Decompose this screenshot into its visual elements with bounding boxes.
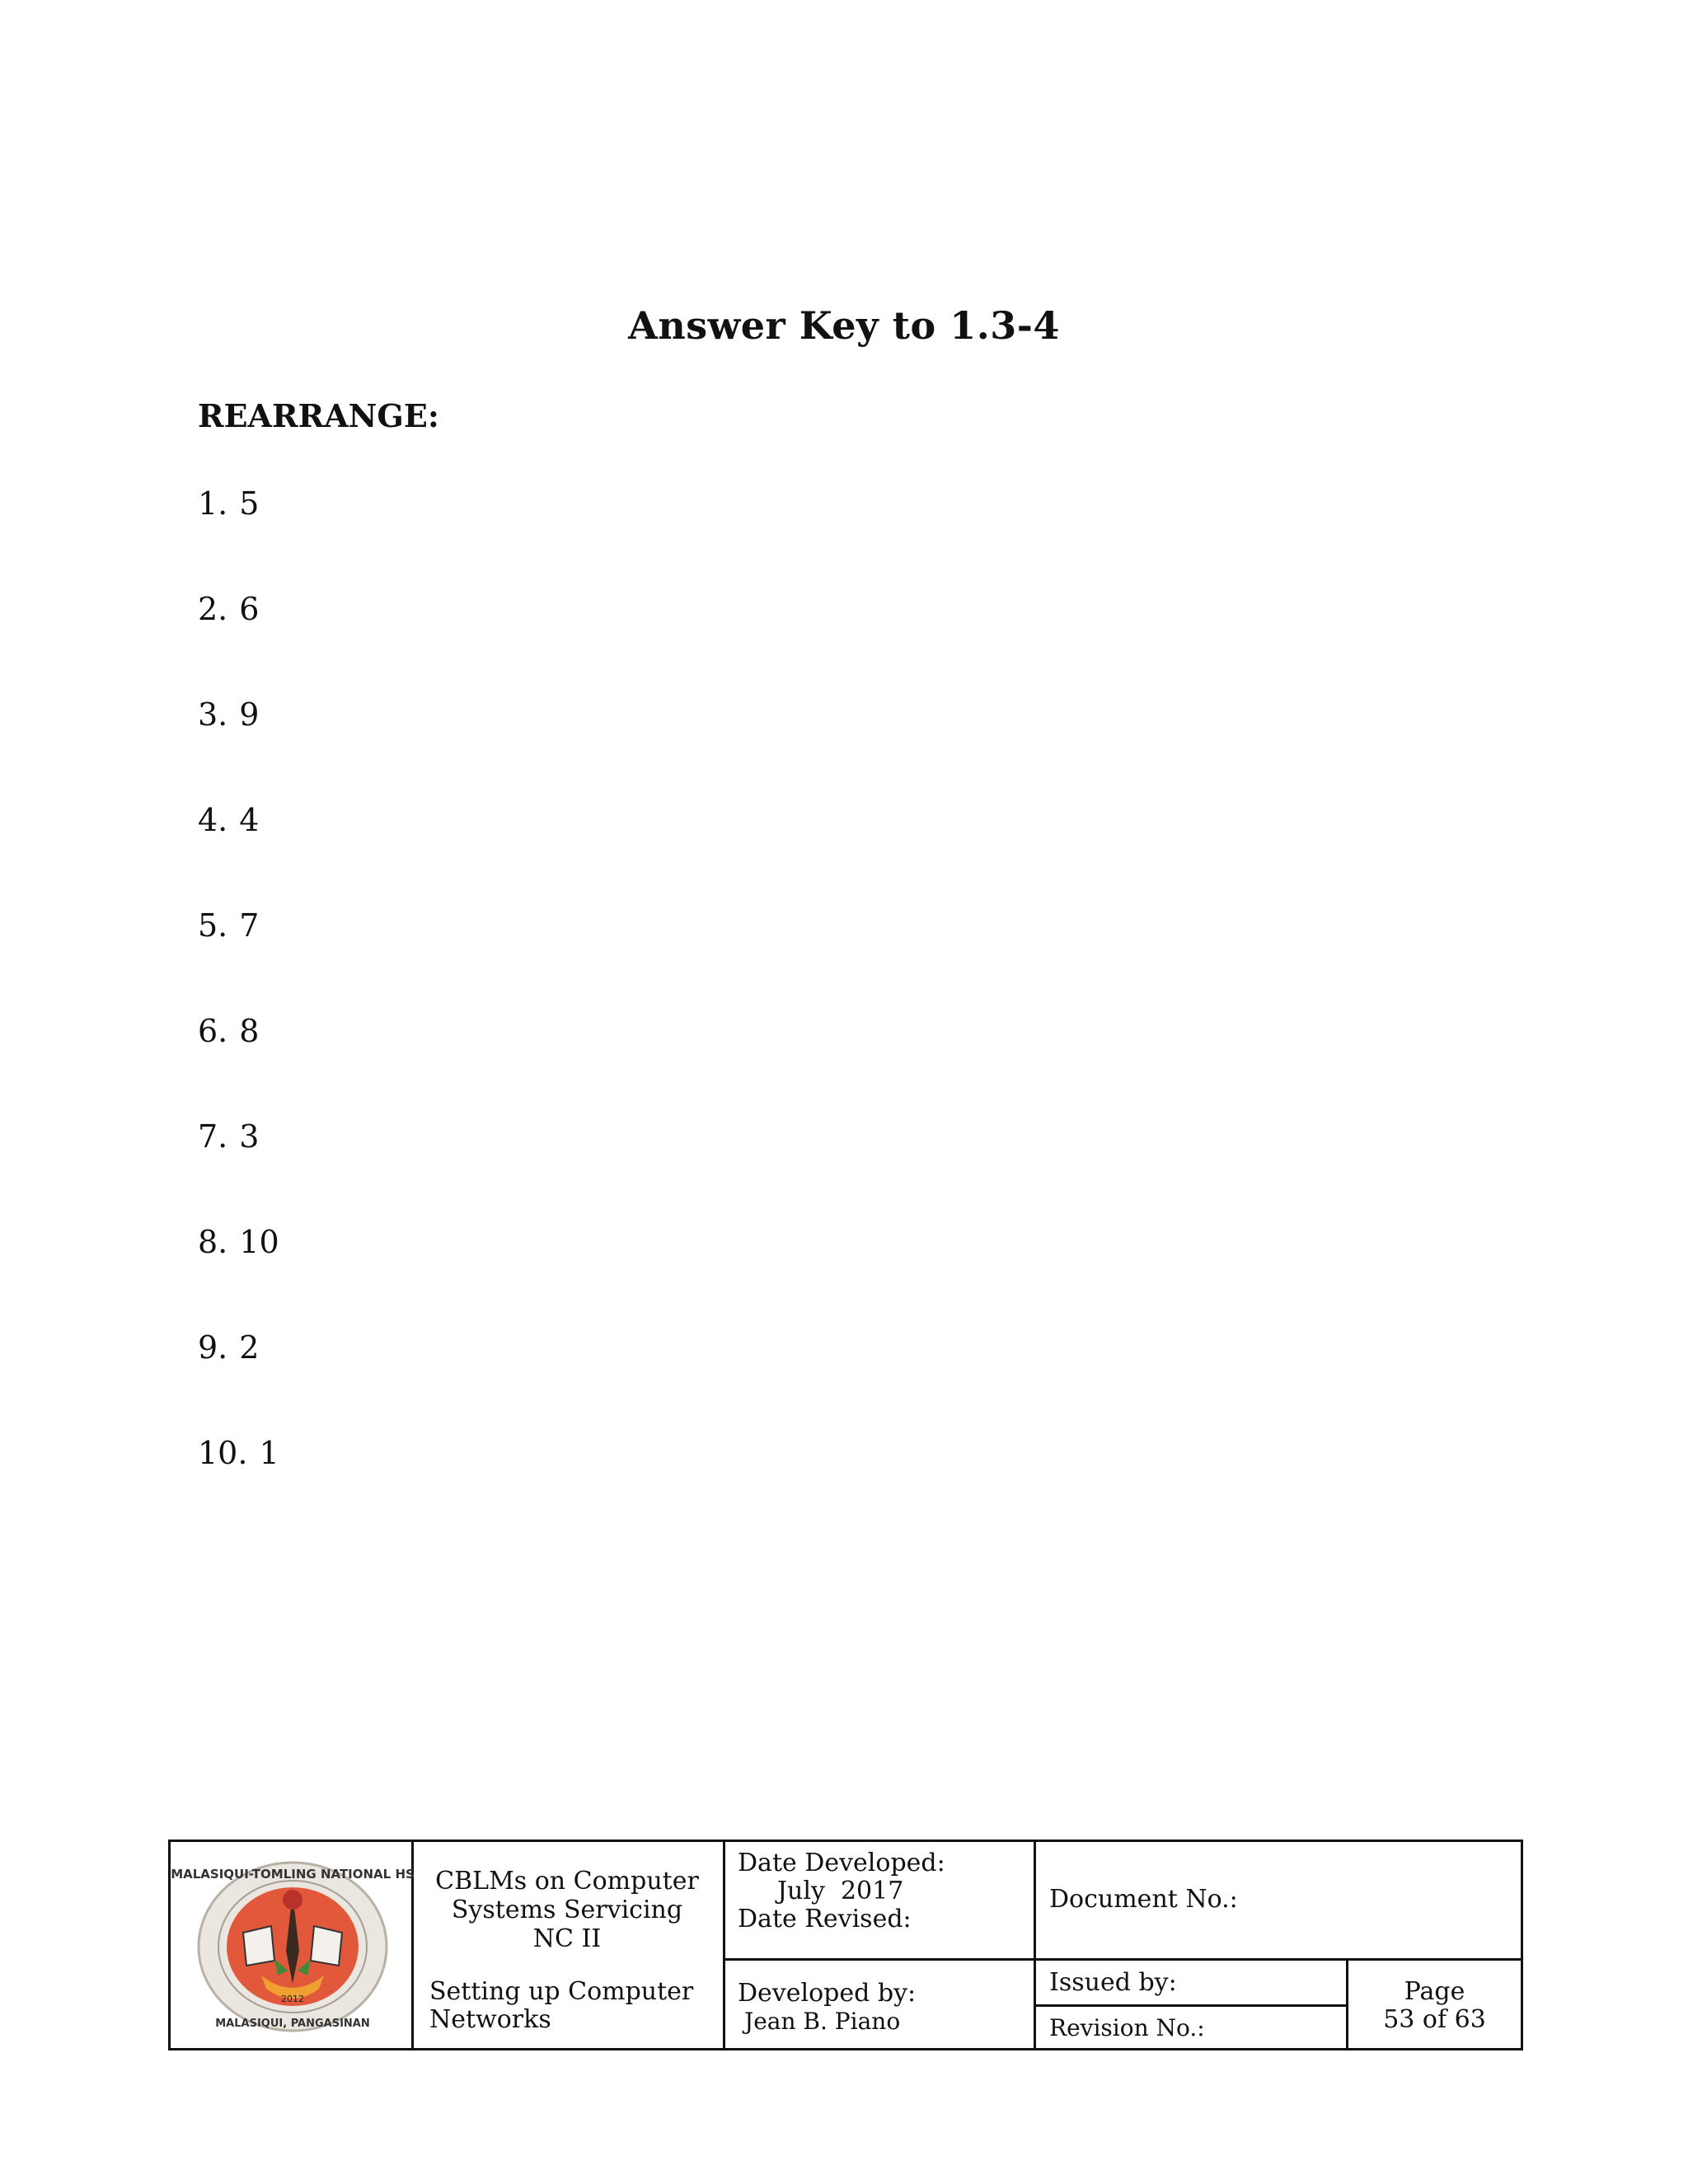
answer-item (198, 1113, 279, 1218)
footer-divider (1034, 2004, 1346, 2007)
svg-text:2012: 2012 (281, 1994, 304, 2004)
answer-item (198, 1429, 279, 1535)
answer-number: 5. (198, 907, 228, 944)
developed-by-label: Developed by: (738, 1979, 917, 2008)
answer-number: 3. (198, 696, 228, 733)
answer-value: 10 (239, 1224, 279, 1260)
course-line-1: CBLMs on Computer (435, 1867, 699, 1896)
answer-number: 4. (198, 802, 228, 838)
document-no-label: Document No.: (1049, 1885, 1238, 1914)
issued-by-label: Issued by: (1049, 1968, 1177, 1997)
answer-value: 1 (259, 1435, 279, 1471)
answer-value: 4 (239, 802, 260, 838)
answer-value: 8 (239, 1013, 260, 1049)
module-line-1: Setting up Computer (429, 1977, 694, 2006)
answer-number: 1. (198, 485, 228, 522)
answer-value: 6 (239, 591, 260, 627)
answer-item (198, 1218, 279, 1324)
footer-divider (1034, 1842, 1036, 2048)
answer-value: 5 (239, 485, 260, 522)
answer-number: 2. (198, 591, 228, 627)
answer-item (198, 796, 279, 902)
date-developed-value: July 2017 (777, 1877, 904, 1905)
date-developed-label: Date Developed: (738, 1849, 945, 1877)
module-line-2: Networks (429, 2005, 551, 2034)
svg-text:MALASIQUI-TOMLING NATIONAL HS: MALASIQUI-TOMLING NATIONAL HS (171, 1867, 415, 1882)
answer-item (198, 1007, 279, 1113)
answer-number: 7. (198, 1118, 228, 1155)
answer-number: 10. (198, 1435, 248, 1471)
answer-value: 3 (239, 1118, 260, 1155)
course-line-2: Systems Servicing (451, 1896, 683, 1924)
answer-list (198, 480, 279, 1535)
page-number: 53 of 63 (1383, 2005, 1486, 2034)
answer-value: 9 (239, 696, 260, 733)
answer-value: 2 (239, 1329, 260, 1366)
answer-number: 6. (198, 1013, 228, 1049)
section-heading: REARRANGE: (198, 397, 439, 434)
answer-item (198, 691, 279, 796)
answer-number: 8. (198, 1224, 228, 1260)
answer-item (198, 480, 279, 585)
svg-text:MALASIQUI, PANGASINAN: MALASIQUI, PANGASINAN (215, 2018, 370, 2030)
page-title: Answer Key to 1.3-4 (628, 303, 1060, 348)
developed-by-value: Jean B. Piano (744, 2008, 901, 2035)
school-seal-icon (171, 1860, 415, 2033)
revision-no-label: Revision No.: (1049, 2014, 1205, 2041)
school-logo (171, 1860, 415, 2033)
footer-divider (723, 1958, 1523, 1961)
footer-divider (723, 1842, 725, 2048)
answer-item (198, 1324, 279, 1429)
answer-item (198, 585, 279, 691)
page-label: Page (1404, 1977, 1465, 2006)
course-line-3: NC II (532, 1924, 602, 1953)
date-revised-label: Date Revised: (738, 1905, 912, 1933)
answer-value: 7 (239, 907, 260, 944)
footer-table (168, 1840, 1523, 2050)
answer-number: 9. (198, 1329, 228, 1366)
answer-item (198, 902, 279, 1007)
